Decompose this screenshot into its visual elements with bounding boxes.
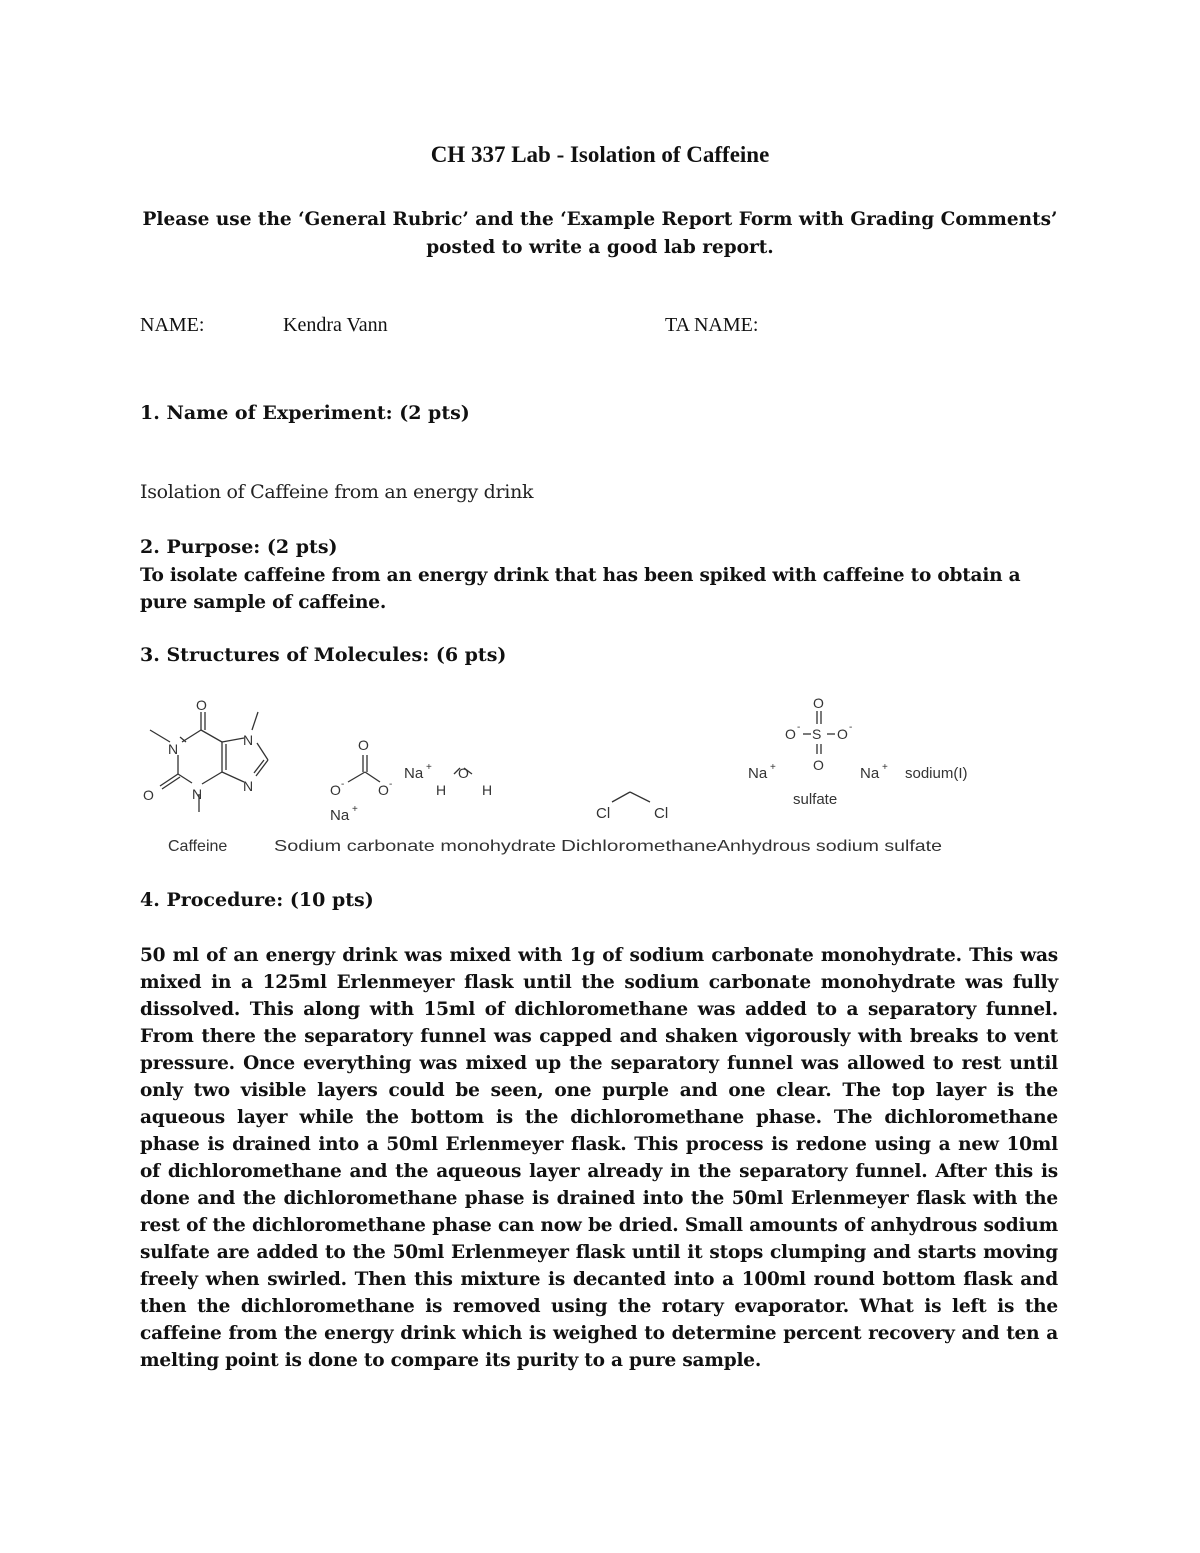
caption-dichloromethane: Dichloromethane <box>561 838 718 855</box>
carbonate-o2-charge: - <box>341 779 345 790</box>
dcm-cl1: Cl <box>596 805 611 822</box>
dichloromethane-structure <box>612 792 650 802</box>
instructions-line-2: posted to write a good lab report. <box>426 237 774 258</box>
carbonate-o2: O <box>330 782 341 798</box>
carbonate-o1: O <box>358 737 369 753</box>
sulfate-o1: O <box>813 695 824 711</box>
sulfate-na2-charge: + <box>882 762 888 773</box>
caffeine-o2: O <box>143 787 154 803</box>
water-o: O <box>458 765 469 781</box>
structures-heading: 3. Structures of Molecules: (6 pts) <box>140 644 507 666</box>
carbonate-na2-charge: + <box>352 804 358 815</box>
caffeine-n3: N <box>192 786 203 802</box>
caption-sodium-carbonate: Sodium carbonate monohydrate <box>274 838 557 855</box>
instructions-line-1: Please use the ‘General Rubric’ and the ‘Example Report Form with Grading Comments’ <box>142 209 1058 230</box>
molecule-structures <box>0 690 1200 860</box>
carbonate-na1: Na <box>404 765 424 782</box>
purpose-heading: 2. Purpose: (2 pts) <box>140 536 338 558</box>
sulfate-o2-charge: - <box>797 722 801 733</box>
procedure-text: 50 ml of an energy drink was mixed with 1g of sodium carbonate monohydrate. This was mixed in a 125ml Erlenmeyer flask until the sodium carbonate monohydrate was fully dissolved. This along with 15ml of dichloromethane was added to a separatory funnel. From there the separatory funnel was capped and shaken vigorously with breaks to vent pressure. Once everything was mixed up the separatory funnel was allowed to rest until only two visible layers could be seen, one purple and one clear. The top layer is the aqueous layer while the bottom is the dichloromethane phase. The dichloromethane phase is drained into a 50ml Erlenmeyer flask. This process is redone using a new 10ml of dichloromethane and the aqueous layer already in the separatory funnel. After this is done and the dichloromethane phase is drained into the 50ml Erlenmeyer flask with the rest of the dichloromethane phase can now be dried. Small amounts of anhydrous sodium sulfate are added to the 50ml Erlenmeyer flask until it stops clumping and starts moving freely when swirled. Then this mixture is decanted into a 100ml round bottom flask and then the dichloromethane is removed using the rotary evaporator. What is left is the caffeine from the energy drink which is weighed to determine percent recovery and ten a melting point is done to compare its purity to a pure sample. <box>140 945 1058 1371</box>
carbonate-o3-charge: - <box>389 779 393 790</box>
caffeine-structure <box>150 712 268 812</box>
caffeine-n7: N <box>243 732 254 748</box>
sulfate-s: S <box>812 726 822 742</box>
document-title: CH 337 Lab - Isolation of Caffeine <box>430 142 770 167</box>
water-h1: H <box>436 782 447 798</box>
instructions <box>120 206 1080 262</box>
name-label: NAME: <box>140 314 205 336</box>
procedure-heading: 4. Procedure: (10 pts) <box>140 889 374 911</box>
sulfate-na1-charge: + <box>770 762 776 773</box>
sulfate-name-1: sodium(I) <box>905 765 968 782</box>
caffeine-n1: N <box>168 741 179 757</box>
caption-sodium-sulfate: Anhydrous sodium sulfate <box>717 838 943 855</box>
sulfate-name-2: sulfate <box>793 791 838 808</box>
sulfate-o3: O <box>837 726 848 742</box>
experiment-heading: 1. Name of Experiment: (2 pts) <box>140 402 470 424</box>
sulfate-na1: Na <box>748 765 768 782</box>
caffeine-o1: O <box>196 697 207 713</box>
ta-name-label: TA NAME: <box>665 314 759 336</box>
experiment-answer: Isolation of Caffeine from an energy drink <box>140 481 534 503</box>
sulfate-o3-charge: - <box>849 722 853 733</box>
caption-caffeine: Caffeine <box>168 838 228 855</box>
sulfate-o2: O <box>785 726 796 742</box>
carbonate-na1-charge: + <box>426 762 432 773</box>
purpose-text: To isolate caffeine from an energy drink that has been spiked with caffeine to obtain a pure sample of caffeine. <box>140 565 1021 613</box>
carbonate-na2: Na <box>330 807 350 824</box>
carbonate-o3: O <box>378 782 389 798</box>
name-value: Kendra Vann <box>283 314 388 336</box>
sulfate-o4: O <box>813 757 824 773</box>
water-h2: H <box>482 782 493 798</box>
dcm-cl2: Cl <box>654 805 669 822</box>
caffeine-n9: N <box>243 778 254 794</box>
sulfate-na2: Na <box>860 765 880 782</box>
